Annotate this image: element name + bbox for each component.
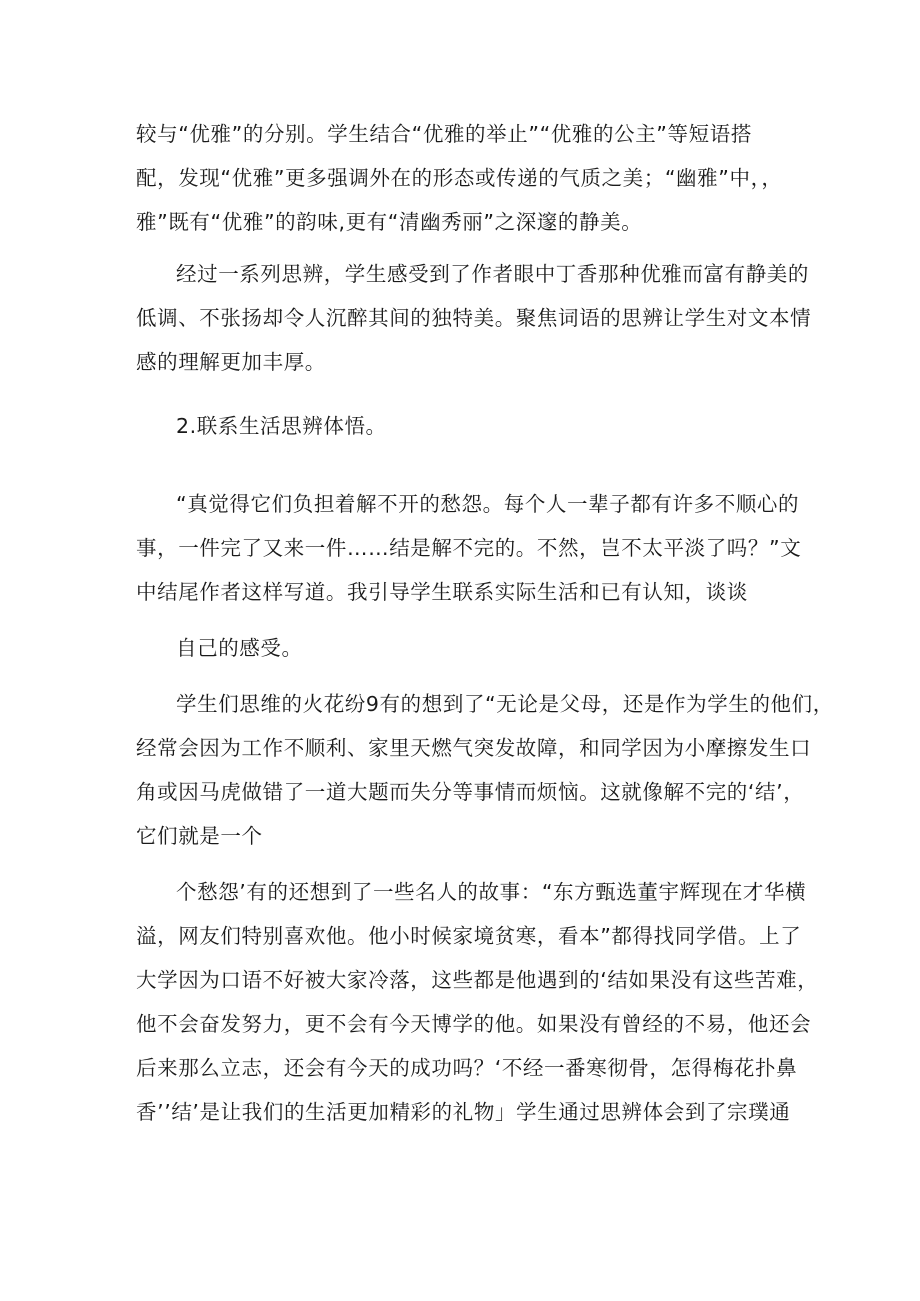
section-heading [136, 404, 796, 448]
text-line: 大学因为口语不好被大家冷落，这些都是他遇到的‘结如果没有这些苦难， [136, 968, 819, 992]
text-line: 个愁怨’有的还想到了一些名人的故事：“东方甄选董宇辉现在才华横 [176, 880, 807, 904]
text-line: 低调、不张扬却令人沉醉其间的独特美。聚焦词语的思辨让学生对文本情 [136, 306, 812, 330]
paragraph-feeling [136, 626, 796, 670]
text-line: 学生们思维的火花纷9有的想到了“无论是父母，还是作为学生的他们， [176, 692, 834, 716]
text-line: 香’’结’是让我们的生活更加精彩的礼物」学生通过思辨体会到了宗璞通 [136, 1100, 791, 1124]
text-line: 事，一件完了又来一件……结是解不完的。不然，岂不太平淡了吗？”文 [136, 536, 802, 560]
text-line: 经常会因为工作不顺利、家里天燃气突发故障，和同学因为小摩擦发生口 [136, 736, 812, 760]
text-line: 溢，网友们特别喜欢他。他小时候家境贫寒，看本”都得找同学借。上了 [136, 924, 802, 948]
paragraph-quote [136, 482, 802, 614]
paragraph-youya-comparison [136, 112, 796, 244]
text-line: 他不会奋发努力，更不会有今天博学的他。如果没有曾经的不易，他还会 [136, 1012, 812, 1036]
text-line: 配，发现“优雅”更多强调外在的形态或传递的气质之美；“幽雅”中，， [136, 166, 783, 190]
paragraph-student-thoughts [136, 682, 834, 858]
paragraph-summary [136, 252, 812, 384]
text-line: 感的理解更加丰厚。 [136, 350, 326, 374]
text-line: 较与“优雅”的分别。学生结合“优雅的举止”“优雅的公主”等短语搭 [136, 122, 752, 146]
text-line: “真觉得它们负担着解不开的愁怨。每个人一辈子都有许多不顺心的 [176, 492, 800, 516]
text-line: 它们就是一个 [136, 824, 263, 848]
text-line: 2.联系生活思辨体悟。 [176, 414, 387, 438]
paragraph-famous-story [136, 870, 819, 1134]
text-line: 自己的感受。 [176, 636, 303, 660]
text-line: 中结尾作者这样写道。我引导学生联系实际生活和已有认知，谈谈 [136, 580, 748, 604]
text-line: 后来那么立志，还会有今天的成功吗？‘不经一番寒彻骨，怎得梅花扑鼻 [136, 1056, 798, 1080]
text-line: 雅”既有“优雅”的韵味,更有“清幽秀丽”之深邃的静美。 [136, 210, 643, 234]
text-line: 经过一系列思辨，学生感受到了作者眼中丁香那种优雅而富有静美的 [176, 262, 809, 286]
text-line: 角或因马虎做错了一道大题而失分等事情而烦恼。这就像解不完的‘结’， [136, 780, 805, 804]
